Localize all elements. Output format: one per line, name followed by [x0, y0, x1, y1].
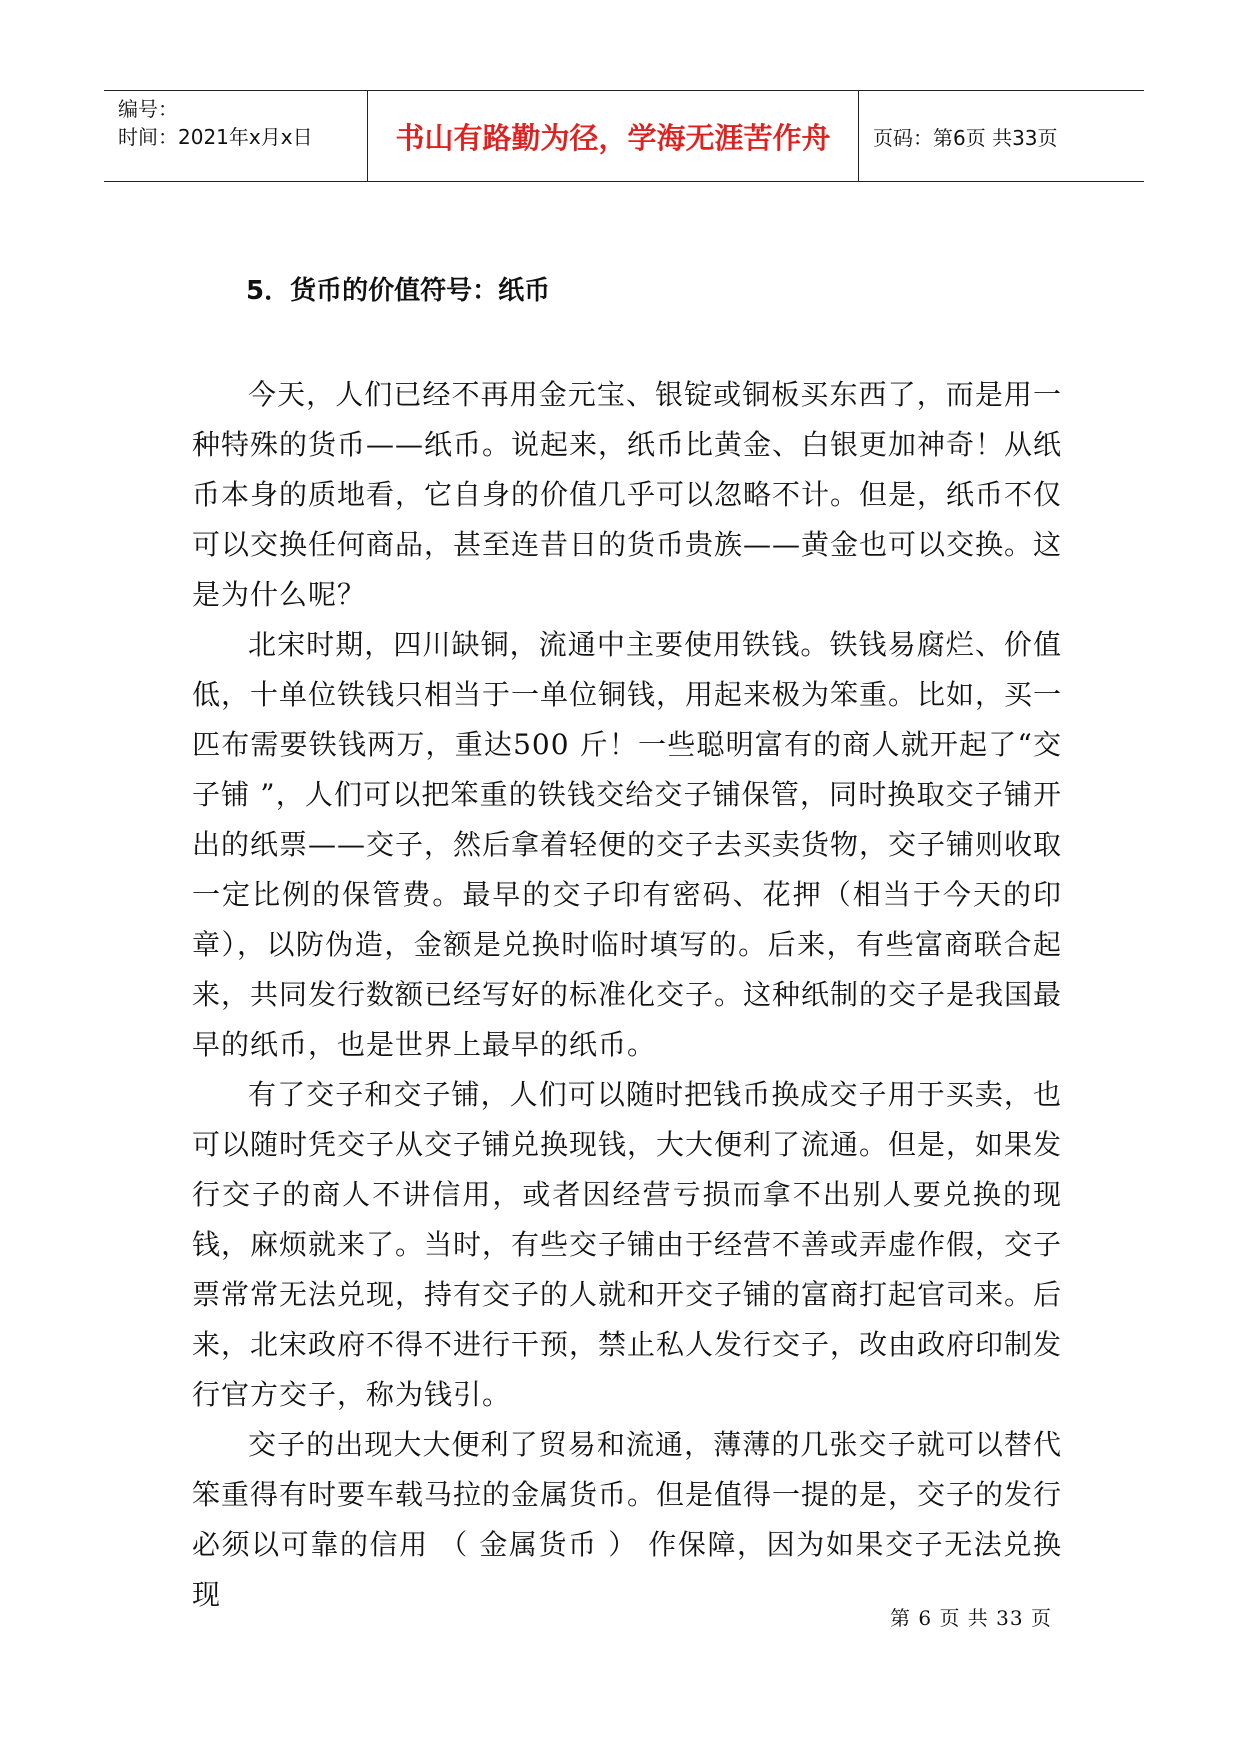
page-header	[104, 90, 1144, 182]
document-time-label: 时间：2021年x月x日	[118, 125, 313, 149]
header-meta	[104, 91, 368, 181]
paragraph: 交子的出现大大便利了贸易和流通，薄薄的几张交子就可以替代笨重得有时要车载马拉的金属货币。但是值得一提的是，交子的发行必须以可靠的信用 （ 金属货币 ） 作保障，因为如果交子无法兑换现	[192, 1428, 1063, 1611]
paragraph: 有了交子和交子铺，人们可以随时把钱币换成交子用于买卖，也可以随时凭交子从交子铺兑换现钱，大大便利了流通。但是，如果发行交子的商人不讲信用，或者因经营亏损而拿不出别人要兑换的现钱，麻烦就来了。当时，有些交子铺由于经营不善或弄虚作假，交子票常常无法兑现，持有交子的人就和开交子铺的富商打起官司来。后来，北宋政府不得不进行干预，禁止私人发行交子，改由政府印制发行官方交子，称为钱引。	[192, 1078, 1063, 1411]
section-title: 5．货币的价值符号：纸币	[246, 276, 551, 306]
header-motto: 书山有路勤为径，学海无涯苦作舟	[368, 91, 859, 181]
paragraph: 北宋时期，四川缺铜，流通中主要使用铁钱。铁钱易腐烂、价值低，十单位铁钱只相当于一单位铜钱，用起来极为笨重。比如，买一匹布需要铁钱两万，重达500 斤！一些聪明富有的商人就开起了“交子铺 ”，人们可以把笨重的铁钱交给交子铺保管，同时换取交子铺开出的纸票——交子，然后拿着轻便的交子去买卖货物，交子铺则收取一定比例的保管费。最早的交子印有密码、花押（相当于今天的印章），以防伪造，金额是兑换时临时填写的。后来，有些富商联合起来，共同发行数额已经写好的标准化交子。这种纸制的交子是我国最早的纸币，也是世界上最早的纸币。	[192, 628, 1063, 1061]
body-text	[192, 370, 1062, 1620]
header-page-label: 页码：第6页 共33页	[873, 125, 1058, 150]
paragraph: 今天，人们已经不再用金元宝、银锭或铜板买东西了，而是用一种特殊的货币——纸币。说起来，纸币比黄金、白银更加神奇！从纸币本身的质地看，它自身的价值几乎可以忽略不计。但是，纸币不仅可以交换任何商品，甚至连昔日的货币贵族——黄金也可以交换。这是为什么呢？	[192, 378, 1063, 611]
page-footer: 第 6 页 共 33 页	[890, 1606, 1052, 1630]
document-number-label: 编号：	[118, 97, 178, 121]
